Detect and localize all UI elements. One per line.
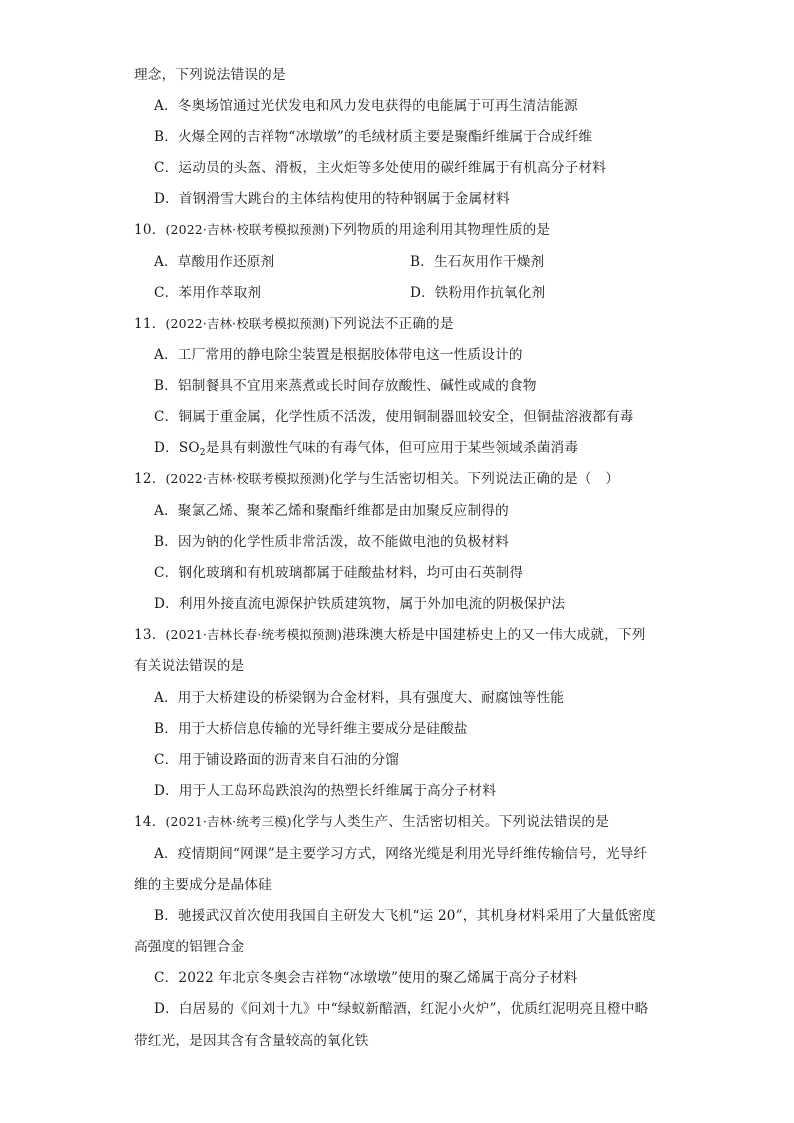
question-13-stem-line2: 有关说法错误的是 [134, 658, 245, 674]
q12-option-c: C．钢化玻璃和有机玻璃都属于硅酸盐材料，均可由石英制得 [154, 565, 524, 581]
q11-option-a: A．工厂常用的静电除尘装置是根据胶体带电这一性质设计的 [154, 347, 523, 363]
question-text: 下列说法不正确的是 [329, 316, 454, 332]
question-11-stem [134, 315, 454, 333]
q9-option-b: B．火爆全网的吉祥物“冰墩墩”的毛绒材质主要是聚酯纤维属于合成纤维 [154, 129, 593, 145]
q14-option-b-line2: 高强度的铝锂合金 [134, 939, 245, 955]
question-text: 化学与人类生产、生活密切相关。下列说法错误的是 [291, 814, 609, 830]
question-9-stem-continued: 理念，下列说法错误的是 [134, 67, 286, 83]
q13-option-d: D．用于人工岛环岛跌浪沟的热塑长纤维属于高分子材料 [154, 783, 497, 799]
q9-option-a: A．冬奥场馆通过光伏发电和风力发电获得的电能属于可再生清洁能源 [154, 98, 578, 114]
question-source: (2021·吉林·统考三模) [165, 814, 292, 829]
subscript-2: 2 [199, 448, 206, 458]
q12-option-b: B．因为钠的化学性质非常活泼，故不能做电池的负极材料 [154, 534, 510, 550]
q10-option-c: C．苯用作萃取剂 [154, 285, 262, 301]
question-number: 10． [134, 222, 166, 238]
question-13-stem [134, 626, 646, 644]
q9-option-c: C．运动员的头盔、滑板，主火炬等多处使用的碳纤维属于有机高分子材料 [154, 160, 606, 176]
q14-option-c: C．2022 年北京冬奥会吉祥物“冰墩墩”使用的聚乙烯属于高分子材料 [154, 970, 578, 986]
q14-option-d-line2: 带红光，是因其含有含量较高的氧化铁 [134, 1033, 369, 1049]
q13-option-c: C．用于铺设路面的沥青来自石油的分馏 [154, 752, 400, 768]
option-d-text: 是具有刺激性气味的有毒气体，但可应用于某些领域杀菌消毒 [205, 440, 579, 456]
question-text: 下列物质的用途利用其物理性质的是 [329, 222, 551, 238]
q12-option-a: A．聚氯乙烯、聚苯乙烯和聚酯纤维都是由加聚反应制得的 [154, 503, 509, 519]
question-source: (2022·吉林·校联考模拟预测) [165, 222, 330, 237]
question-number: 12． [134, 471, 166, 487]
q12-option-d: D．利用外接直流电源保护铁质建筑物，属于外加电流的阴极保护法 [154, 596, 566, 612]
question-source: (2021·吉林长春·统考模拟预测) [165, 627, 343, 642]
q9-option-d: D．首钢滑雪大跳台的主体结构使用的特种钢属于金属材料 [154, 191, 510, 207]
q11-option-d [154, 439, 578, 457]
question-number: 14． [134, 814, 166, 830]
question-source: (2022·吉林·校联考模拟预测) [165, 316, 330, 331]
q10-option-a: A．草酸用作还原剂 [154, 254, 275, 270]
question-text: 港珠澳大桥是中国建桥史上的又一伟大成就，下列 [342, 627, 646, 643]
q11-option-b: B．铝制餐具不宜用来蒸煮或长时间存放酸性、碱性或咸的食物 [154, 378, 537, 394]
q10-option-d: D．铁粉用作抗氧化剂 [410, 285, 546, 301]
question-number: 13． [134, 627, 166, 643]
q14-option-a-line2: 维的主要成分是晶体硅 [134, 877, 272, 893]
question-text: 化学与生活密切相关。下列说法正确的是（ ） [329, 471, 620, 487]
q10-option-b: B．生石灰用作干燥剂 [410, 254, 545, 270]
question-12-stem [134, 470, 619, 488]
q14-option-a: A．疫情期间“网课”是主要学习方式，网络光缆是利用光导纤维传输信号，光导纤 [154, 846, 648, 862]
q13-option-a: A．用于大桥建设的桥梁钢为合金材料，具有强度大、耐腐蚀等性能 [154, 690, 565, 706]
q13-option-b: B．用于大桥信息传输的光导纤维主要成分是硅酸盐 [154, 721, 468, 737]
question-number: 11． [134, 316, 166, 332]
question-10-stem [134, 221, 550, 239]
question-source: (2022·吉林·校联考模拟预测) [165, 471, 330, 486]
q11-option-c: C．铜属于重金属，化学性质不活泼，使用铜制器皿较安全，但铜盐溶液都有毒 [154, 409, 634, 425]
question-14-stem [134, 813, 609, 831]
option-d-prefix: D．SO [154, 440, 200, 456]
q14-option-d: D．白居易的《问刘十九》中“绿蚁新醅酒，红泥小火炉”，优质红泥明亮且橙中略 [154, 1001, 649, 1017]
q14-option-b: B．驰援武汉首次使用我国自主研发大飞机“运 20”，其机身材料采用了大量低密度 [154, 908, 656, 924]
